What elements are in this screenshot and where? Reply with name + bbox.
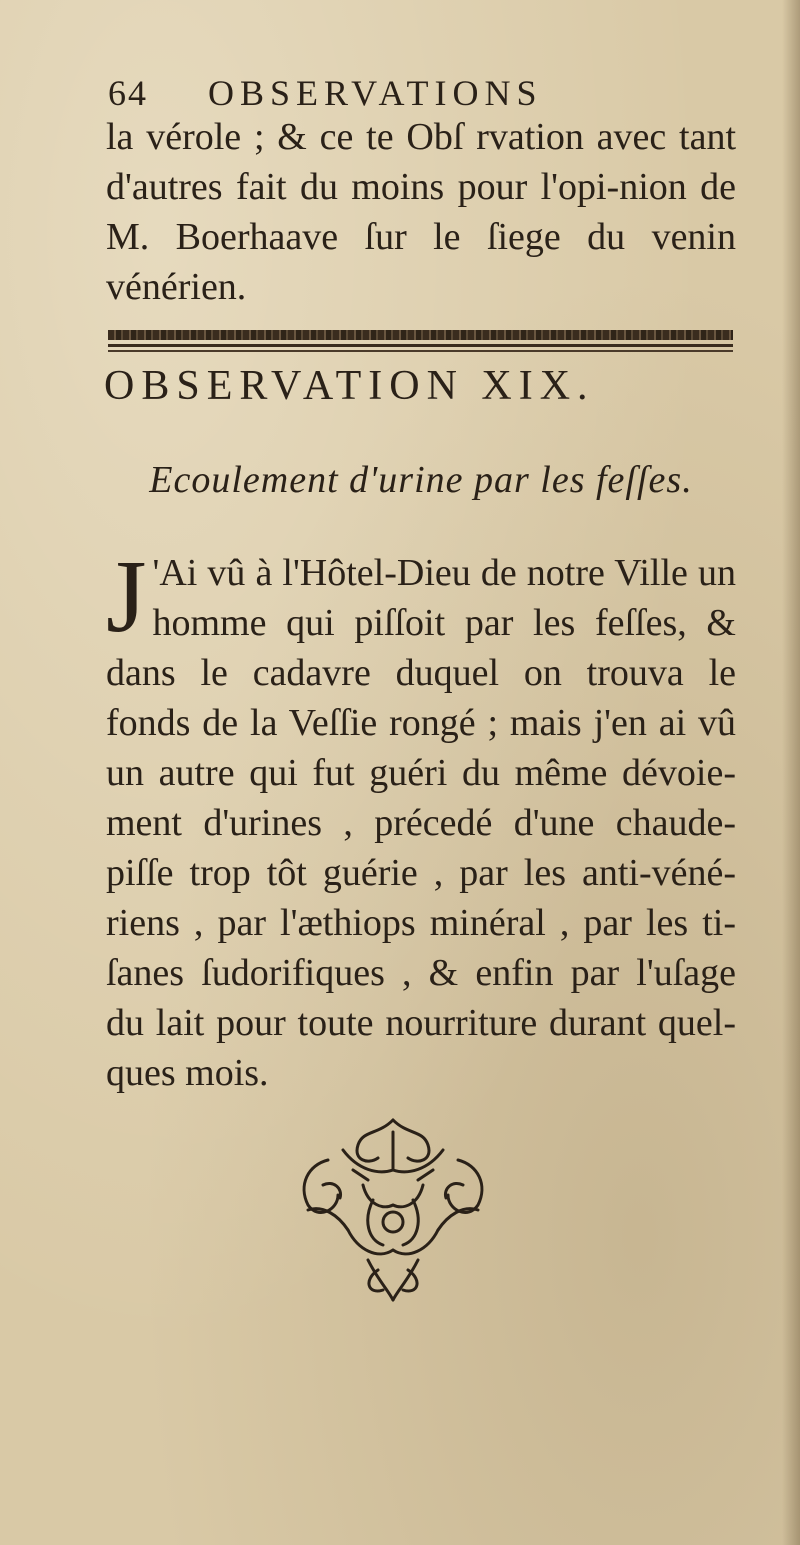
continuation-paragraph: la vérole ; & ce te Obſ rvation avec tant d'autres fait du moins pour l'opi-nion de M. Boerhaave ſur le ſiege du venin vénérien.	[106, 116, 736, 308]
drop-cap: J	[106, 539, 147, 654]
observation-body-text: 'Ai vû à l'Hôtel-Dieu de notre Ville un homme qui piſſoit par les feſſes, & dans le cadavre duquel on trouva le fonds de la Veſſie rongé ; mais j'en ai vû un autre qui fut guéri du même dévoie-ment d'urines , précedé d'une chaude-piſſe trop tôt guérie , par les anti-véné-riens , par l'æthiops minéral , par les ti-ſanes ſudorifiques , & enfin par l'uſage du lait pour toute nourriture durant quel-ques mois.	[106, 552, 736, 1094]
floral-tailpiece-icon	[268, 1110, 518, 1310]
observation-title: OBSERVATION XIX.	[104, 363, 595, 409]
page-number: 64	[108, 73, 148, 113]
observation-subtitle: Ecoulement d'urine par les feſſes.	[149, 459, 693, 501]
running-head: OBSERVATIONS	[208, 73, 543, 113]
decorative-rule-icon	[108, 330, 733, 356]
page-edge-shadow	[782, 0, 800, 1545]
observation-body	[106, 539, 736, 1098]
page-header	[108, 72, 668, 116]
